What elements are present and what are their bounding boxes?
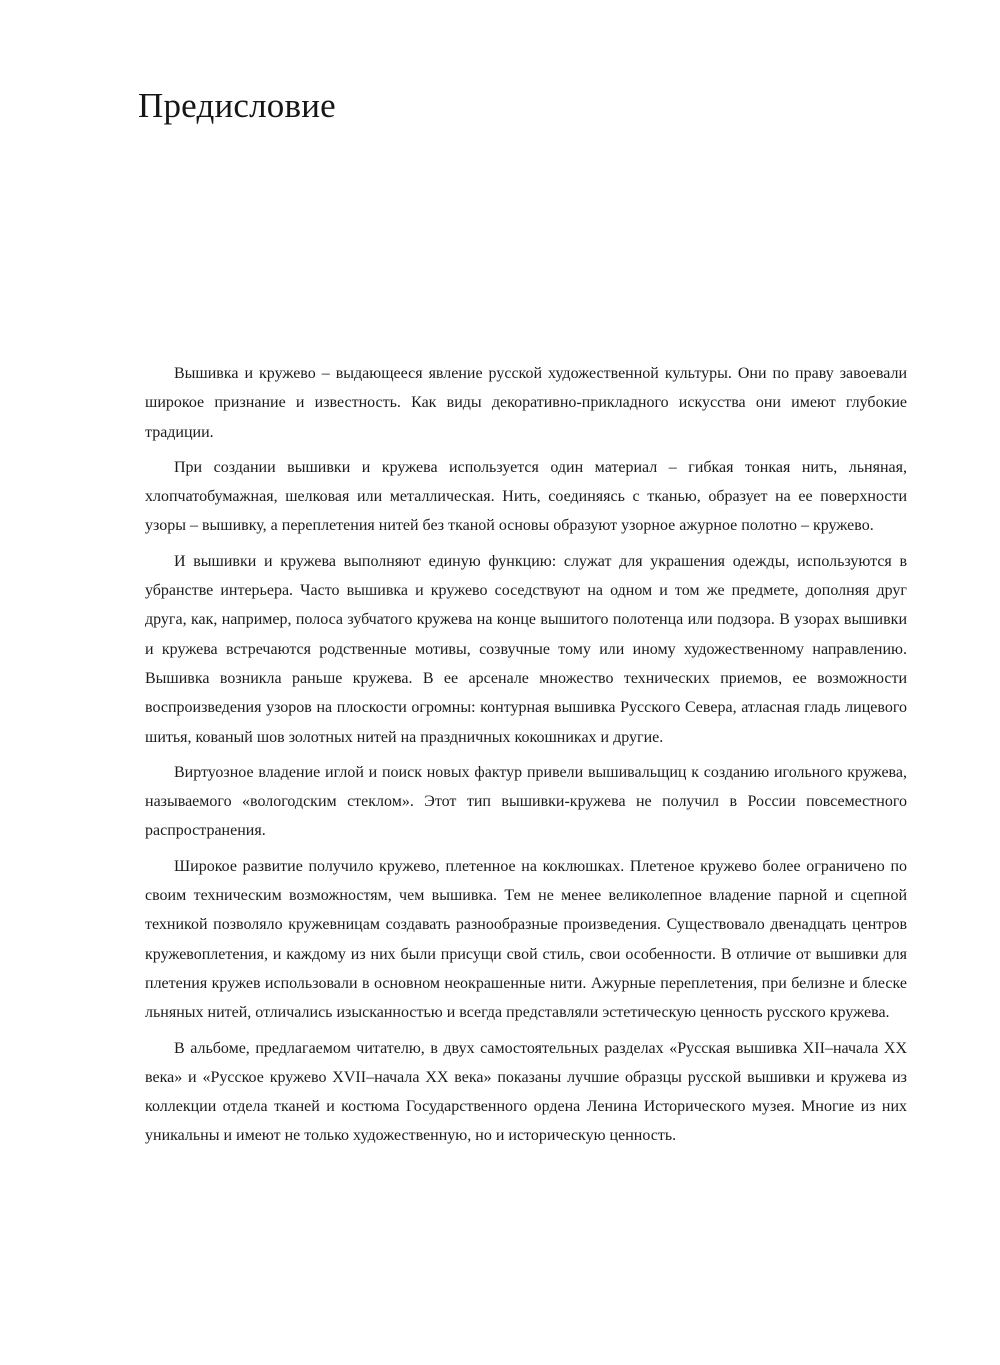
paragraph-2: При создании вышивки и кружева используется один материал – гибкая тонкая нить, льняная, хлопчатобумажная, шелковая или металлическая. Нить, соединяясь с тканью, образует на ее поверхности узоры – вышивку, а переплетения нитей без тканой основы образуют узорное ажурное полотно – кружево. [145, 458, 907, 535]
paragraph-6: В альбоме, предлагаемом читателю, в двух самостоятельных разделах «Русская вышивка XII–начала XX века» и «Русское кружево XVII–начала XX века» показаны лучшие образцы русской вышивки и кружева из коллекции отдела тканей и костюма Государственного ордена Ленина Исторического музея. Многие из них уникальны и имеют не только художественную, но и историческую ценность. [145, 1039, 907, 1145]
preface-body [145, 359, 907, 1157]
paragraph-4: Виртуозное владение иглой и поиск новых фактур привели вышивальщиц к созданию игольного кружева, называемого «вологодским стеклом». Этот тип вышивки-кружева не получил в России повсеместного распространения. [145, 763, 907, 840]
paragraph-5: Широкое развитие получило кружево, плетенное на коклюшках. Плетеное кружево более ограничено по своим техническим возможностям, чем вышивка. Тем не менее великолепное владение парной и сцепной техникой позволяло кружевницам создавать разнообразные произведения. Существовало двенадцать центров кружевоплетения, и каждому из них были присущи свой стиль, свои особенности. В отличие от вышивки для плетения кружев использовали в основном неокрашенные нити. Ажурные переплетения, при белизне и блеске льняных нитей, отличались изысканностью и всегда представляли эстетическую ценность русского кружева. [145, 857, 907, 1022]
paragraph-3: И вышивки и кружева выполняют единую функцию: служат для украшения одежды, используются в убранстве интерьера. Часто вышивка и кружево соседствуют на одном и том же предмете, дополняя друг друга, как, например, полоса зубчатого кружева на конце вышитого полотенца или подзора. В узорах вышивки и кружева встречаются родственные мотивы, созвучные тому или иному художественному направлению. Вышивка возникла раньше кружева. В ее арсенале множество технических приемов, ее возможности воспроизведения узоров на плоскости огромны: контурная вышивка Русского Севера, атласная гладь лицевого шитья, кованый шов золотных нитей на праздничных кокошниках и другие. [145, 552, 907, 746]
paragraph-1: Вышивка и кружево – выдающееся явление русской художественной культуры. Они по праву завоевали широкое признание и известность. Как виды декоративно-прикладного искусства они имеют глубокие традиции. [145, 365, 907, 441]
page-title: Предисловие [138, 86, 336, 125]
